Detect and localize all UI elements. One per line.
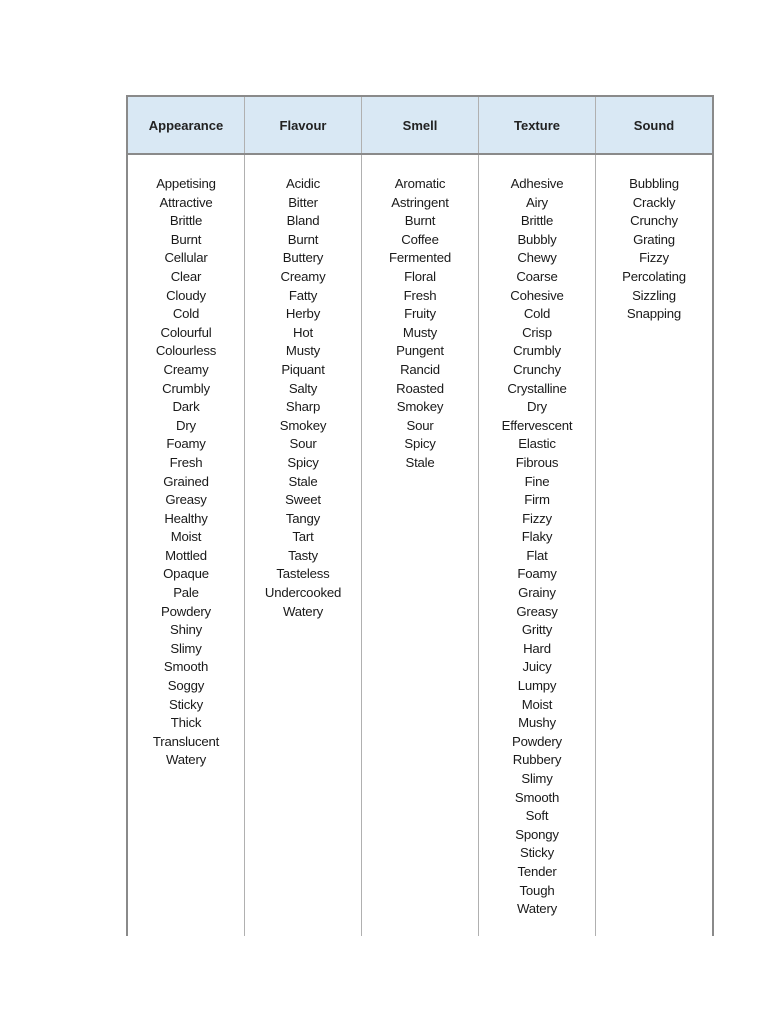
word-item: Airy bbox=[526, 194, 548, 210]
word-item: Hard bbox=[523, 640, 551, 656]
word-item: Bland bbox=[286, 213, 320, 229]
word-item: Salty bbox=[288, 380, 318, 396]
word-item: Slimy bbox=[170, 640, 202, 656]
sensory-word-table bbox=[126, 95, 714, 936]
word-item: Greasy bbox=[516, 603, 558, 619]
word-item: Aromatic bbox=[394, 176, 446, 191]
word-item: Opaque bbox=[163, 566, 209, 582]
word-item: Crunchy bbox=[513, 361, 561, 377]
word-item: Chewy bbox=[517, 250, 557, 266]
word-item: Tough bbox=[519, 882, 555, 898]
word-item: Moist bbox=[170, 529, 202, 545]
word-item: Musty bbox=[285, 343, 321, 359]
word-item: Sticky bbox=[169, 696, 203, 712]
word-item: Fine bbox=[524, 473, 550, 489]
word-item: Flaky bbox=[521, 529, 553, 545]
word-item: Cellular bbox=[164, 250, 208, 266]
word-item: Crumbly bbox=[162, 380, 210, 396]
word-item: Watery bbox=[282, 603, 324, 619]
word-item: Smooth bbox=[514, 789, 560, 805]
header-texture: Texture bbox=[479, 97, 596, 153]
word-item: Hot bbox=[293, 324, 313, 340]
word-item: Coarse bbox=[516, 268, 558, 284]
word-item: Flat bbox=[526, 547, 548, 563]
word-item: Juicy bbox=[522, 659, 552, 675]
word-item: Herby bbox=[285, 306, 321, 322]
word-item: Rancid bbox=[400, 361, 440, 377]
word-item: Sour bbox=[289, 436, 317, 452]
word-item: Spongy bbox=[515, 826, 559, 842]
header-sound: Sound bbox=[633, 117, 675, 133]
header-appearance: Appearance bbox=[128, 97, 245, 153]
word-item: Colourful bbox=[160, 324, 212, 340]
word-item: Brittle bbox=[169, 213, 203, 229]
column-smell bbox=[362, 155, 479, 936]
column-sound bbox=[596, 155, 712, 936]
word-item: Spicy bbox=[404, 436, 436, 452]
word-item: Dark bbox=[172, 399, 200, 415]
word-item: Gritty bbox=[521, 622, 553, 638]
word-item: Adhesive bbox=[510, 176, 564, 191]
word-item: Fruity bbox=[404, 306, 436, 322]
word-item: Healthy bbox=[164, 510, 208, 526]
word-item: Tangy bbox=[285, 510, 321, 526]
word-item: Stale bbox=[288, 473, 318, 489]
word-item: Foamy bbox=[517, 566, 557, 582]
word-item: Dry bbox=[176, 417, 196, 433]
word-item: Grained bbox=[163, 473, 209, 489]
word-item: Slimy bbox=[521, 771, 553, 786]
word-item: Greasy bbox=[165, 492, 207, 508]
word-item: Shiny bbox=[170, 622, 202, 638]
word-item: Sharp bbox=[285, 399, 321, 415]
word-item: Sour bbox=[406, 417, 434, 433]
word-item: Cold bbox=[172, 306, 200, 322]
column-appearance bbox=[128, 155, 245, 936]
word-item: Watery bbox=[516, 901, 558, 917]
word-item: Attractive bbox=[159, 194, 213, 210]
word-item: Elastic bbox=[518, 436, 556, 452]
word-item: Smokey bbox=[279, 417, 327, 433]
word-item: Percolating bbox=[622, 268, 686, 284]
word-item: Bitter bbox=[288, 194, 318, 210]
word-item: Astringent bbox=[391, 194, 449, 210]
column-texture bbox=[479, 155, 596, 936]
word-item: Smooth bbox=[163, 659, 209, 675]
word-item: Brittle bbox=[520, 213, 554, 229]
word-item: Acidic bbox=[286, 176, 320, 191]
word-item: Coffee bbox=[401, 231, 439, 247]
word-item: Creamy bbox=[280, 268, 326, 284]
word-item: Soft bbox=[525, 808, 549, 824]
word-item: Powdery bbox=[161, 603, 211, 619]
word-item: Translucent bbox=[152, 733, 220, 749]
table-body-row bbox=[128, 155, 712, 936]
word-item: Cloudy bbox=[166, 287, 206, 303]
table-header-row bbox=[128, 97, 712, 155]
word-item: Powdery bbox=[512, 733, 562, 749]
word-item: Creamy bbox=[163, 361, 209, 377]
word-item: Cold bbox=[523, 306, 551, 322]
word-item: Bubbly bbox=[517, 231, 557, 247]
word-item: Pungent bbox=[396, 343, 444, 359]
word-item: Fresh bbox=[169, 454, 203, 470]
word-item: Foamy bbox=[166, 436, 206, 452]
word-item: Dry bbox=[527, 399, 547, 415]
word-item: Crunchy bbox=[630, 213, 678, 229]
word-item: Rubbery bbox=[512, 752, 562, 768]
word-item: Undercooked bbox=[264, 585, 342, 601]
word-item: Cohesive bbox=[510, 287, 564, 303]
word-item: Grating bbox=[633, 231, 675, 247]
word-item: Effervescent bbox=[501, 417, 573, 433]
word-item: Stale bbox=[405, 454, 435, 470]
word-item: Firm bbox=[524, 492, 550, 508]
word-item: Crisp bbox=[522, 324, 552, 340]
word-item: Lumpy bbox=[517, 678, 557, 694]
word-item: Tart bbox=[292, 529, 314, 545]
word-item: Tender bbox=[517, 863, 557, 879]
word-item: Smokey bbox=[396, 399, 444, 415]
word-item: Roasted bbox=[396, 380, 444, 396]
header-smell: Smell bbox=[362, 97, 479, 153]
word-item: Fresh bbox=[403, 287, 437, 303]
word-item: Piquant bbox=[281, 361, 325, 377]
word-item: Buttery bbox=[282, 250, 324, 266]
word-item: Tasty bbox=[288, 547, 318, 563]
word-item: Thick bbox=[170, 715, 202, 731]
word-item: Floral bbox=[404, 268, 436, 284]
word-item: Sizzling bbox=[632, 287, 676, 303]
word-item: Grainy bbox=[518, 585, 556, 601]
word-item: Musty bbox=[402, 324, 438, 340]
header-flavour: Flavour bbox=[245, 97, 362, 153]
word-item: Bubbling bbox=[629, 176, 679, 191]
word-item: Tasteless bbox=[276, 566, 330, 582]
word-item: Appetising bbox=[156, 176, 216, 191]
word-item: Sweet bbox=[285, 492, 321, 508]
word-item: Burnt bbox=[287, 231, 319, 247]
word-item: Fibrous bbox=[515, 454, 559, 470]
word-item: Mushy bbox=[518, 715, 556, 731]
column-flavour bbox=[245, 155, 362, 936]
word-item: Colourless bbox=[155, 343, 217, 359]
word-item: Burnt bbox=[404, 213, 436, 229]
word-item: Crumbly bbox=[513, 343, 561, 359]
word-item: Mottled bbox=[165, 547, 207, 563]
word-item: Fatty bbox=[288, 287, 318, 303]
word-item: Fermented bbox=[389, 250, 451, 266]
word-item: Spicy bbox=[287, 454, 319, 470]
word-item: Fizzy bbox=[522, 510, 552, 526]
word-item: Soggy bbox=[167, 678, 205, 694]
word-item: Crystalline bbox=[507, 380, 567, 396]
word-item: Pale bbox=[173, 585, 199, 601]
word-item: Sticky bbox=[520, 845, 554, 861]
word-item: Clear bbox=[170, 268, 202, 284]
word-item: Snapping bbox=[626, 306, 682, 322]
word-item: Watery bbox=[165, 752, 207, 768]
word-item: Fizzy bbox=[639, 250, 669, 266]
word-item: Crackly bbox=[632, 194, 676, 210]
word-item: Burnt bbox=[170, 231, 202, 247]
word-item: Moist bbox=[521, 696, 553, 712]
